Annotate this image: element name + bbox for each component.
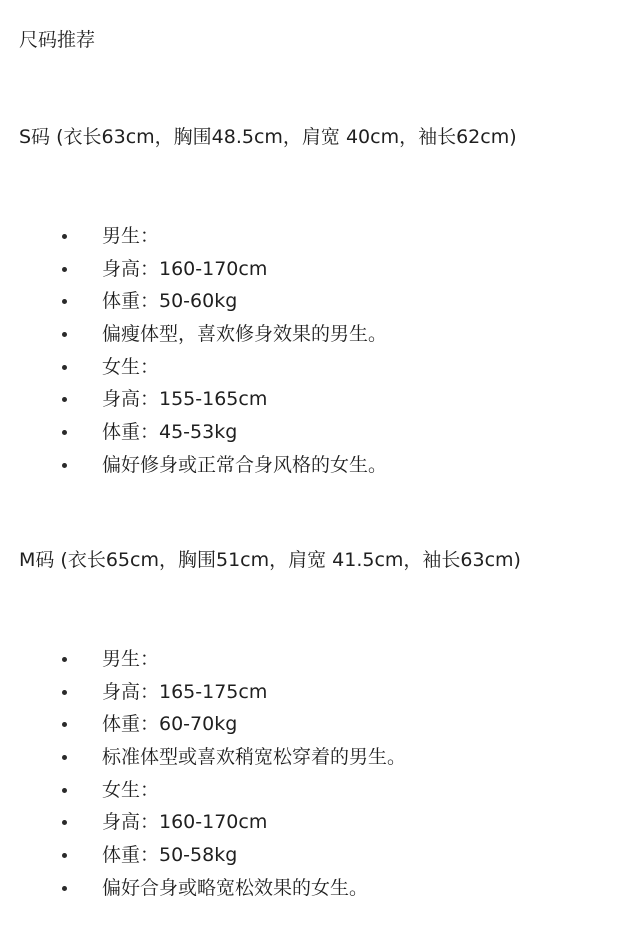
- list-item: [0, 449, 640, 482]
- list-item-text: 标准体型或喜欢稍宽松穿着的男生。: [102, 746, 407, 769]
- bullet-icon: [62, 430, 67, 435]
- list-item: [0, 708, 640, 741]
- list-item-text: 偏瘦体型，喜欢修身效果的男生。: [102, 323, 388, 346]
- list-item-text: 偏好合身或略宽松效果的女生。: [102, 876, 369, 899]
- bullet-icon: [62, 657, 67, 662]
- list-item-text: 身高：155-165cm: [102, 388, 268, 411]
- list-item-text: 男生：: [102, 648, 160, 670]
- bullet-icon: [62, 690, 67, 695]
- list-item-text: 体重：50-58kg: [102, 844, 238, 867]
- list-item-text: 女生：: [102, 355, 160, 378]
- size-s-heading: S码 (衣长63cm，胸围48.5cm，肩宽 40cm，袖长62cm): [19, 126, 517, 148]
- list-item: [0, 318, 640, 351]
- list-item: [0, 253, 640, 286]
- bullet-icon: [62, 397, 67, 402]
- list-item: [0, 383, 640, 416]
- list-item: [0, 285, 640, 318]
- bullet-icon: [62, 853, 67, 858]
- list-item: [0, 351, 640, 384]
- list-item: [0, 416, 640, 449]
- page-title: 尺码推荐: [19, 29, 96, 51]
- list-item: [0, 643, 640, 676]
- bullet-icon: [62, 463, 67, 468]
- bullet-icon: [62, 722, 67, 727]
- list-item-text: 偏好修身或正常合身风格的女生。: [102, 453, 388, 476]
- list-item-text: 身高：165-175cm: [102, 680, 268, 703]
- size-s-list: [0, 220, 640, 482]
- list-item: [0, 741, 640, 774]
- list-item: [0, 839, 640, 872]
- bullet-icon: [62, 788, 67, 793]
- list-item-text: 体重：50-60kg: [102, 290, 238, 313]
- bullet-icon: [62, 332, 67, 337]
- bullet-icon: [62, 365, 67, 370]
- list-item-text: 体重：60-70kg: [102, 713, 238, 736]
- bullet-icon: [62, 886, 67, 891]
- list-item: [0, 774, 640, 807]
- list-item: [0, 220, 640, 253]
- list-item: [0, 676, 640, 709]
- list-item-text: 男生：: [102, 225, 160, 247]
- size-m-heading: M码 (衣长65cm，胸围51cm，肩宽 41.5cm，袖长63cm): [19, 549, 521, 571]
- list-item-text: 体重：45-53kg: [102, 421, 238, 444]
- bullet-icon: [62, 299, 67, 304]
- bullet-icon: [62, 234, 67, 239]
- bullet-icon: [62, 267, 67, 272]
- list-item-text: 女生：: [102, 778, 160, 801]
- list-item: [0, 806, 640, 839]
- list-item: [0, 872, 640, 905]
- size-m-list: [0, 643, 640, 905]
- list-item-text: 身高：160-170cm: [102, 257, 268, 280]
- bullet-icon: [62, 755, 67, 760]
- bullet-icon: [62, 820, 67, 825]
- list-item-text: 身高：160-170cm: [102, 811, 268, 834]
